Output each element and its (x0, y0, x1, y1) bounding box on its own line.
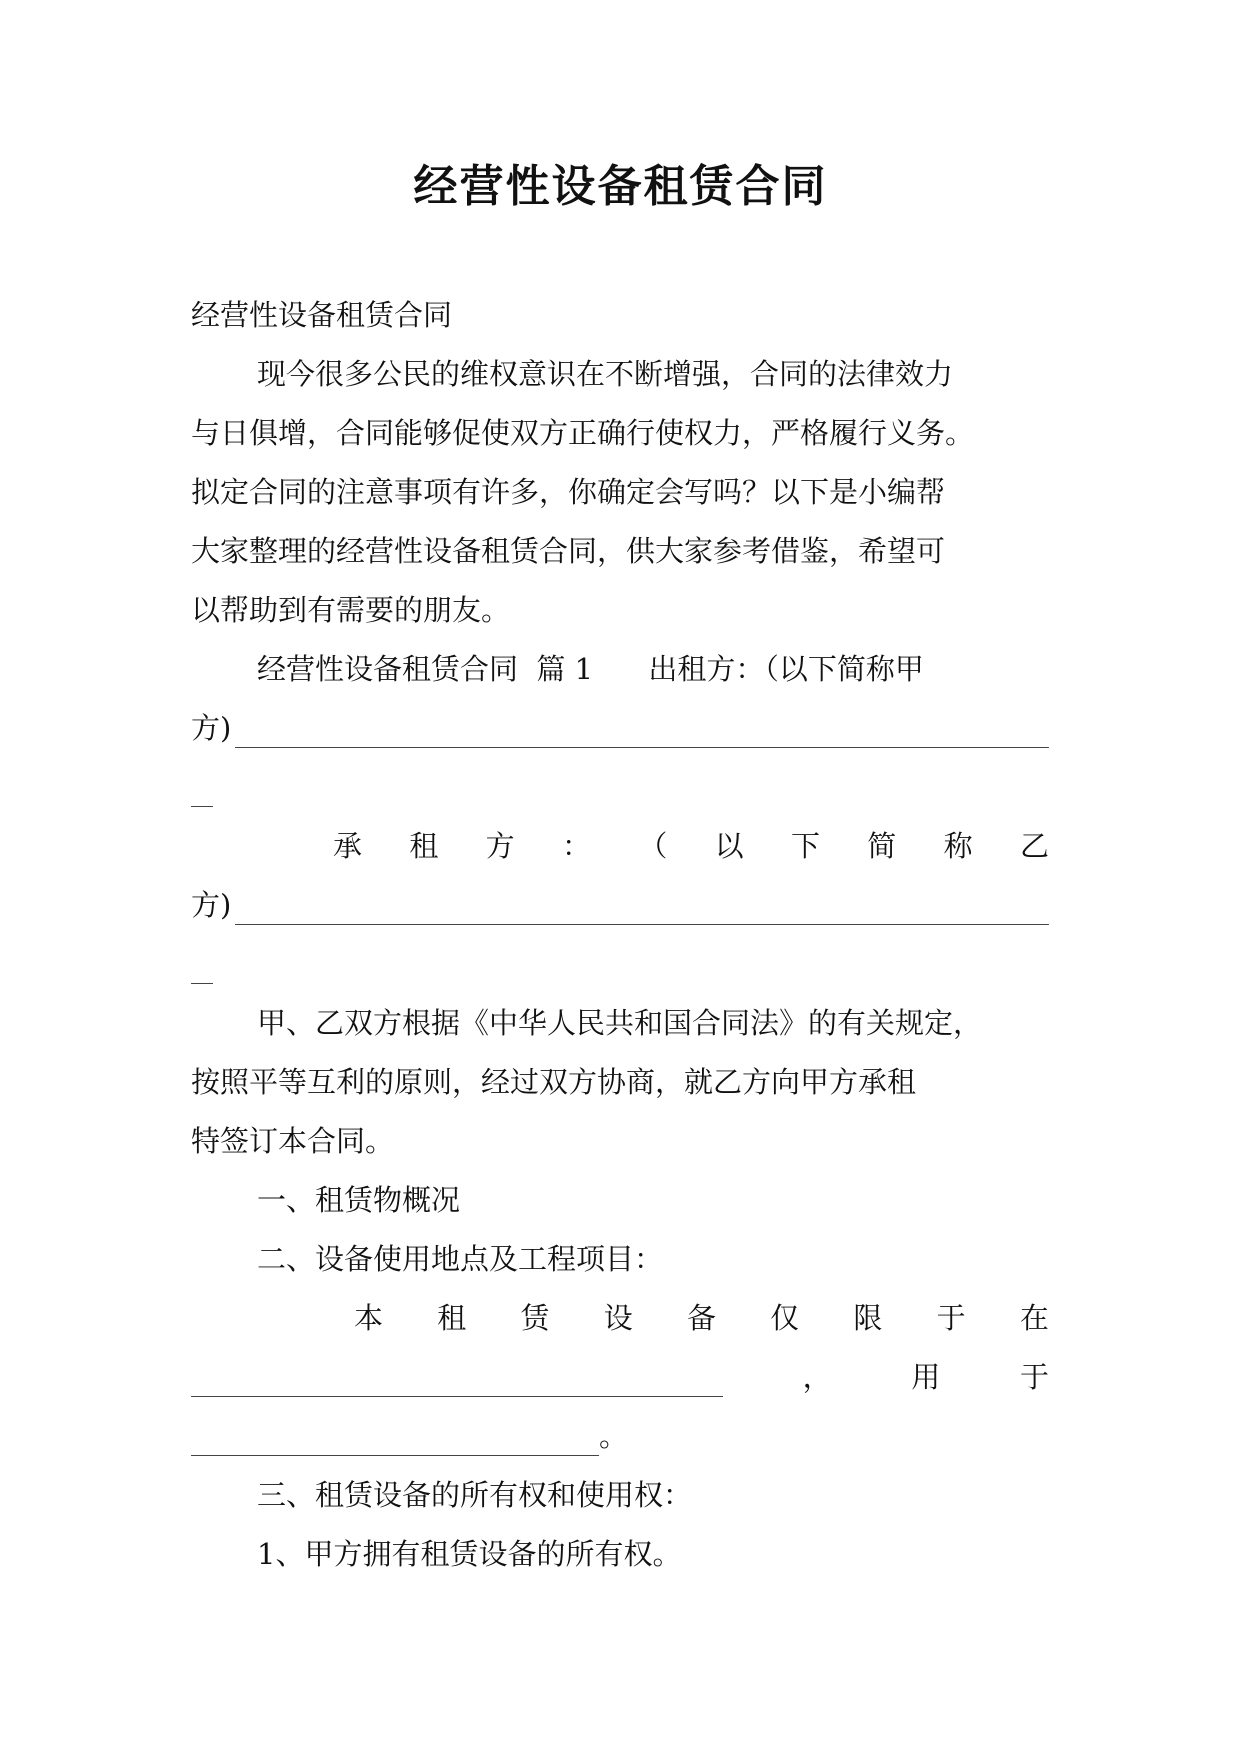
chapter-line: 经营性设备租赁合同 篇 1 出租方：（以下简称甲 (257, 652, 924, 686)
location-char: 租 (437, 1301, 467, 1335)
party-b-char: 方 (485, 829, 515, 863)
intro-line: 大家整理的经营性设备租赁合同，供大家参考借鉴，希望可 (191, 534, 946, 568)
blank-tail (191, 784, 213, 807)
section-heading-2: 二、设备使用地点及工程项目： (257, 1242, 664, 1276)
location-char: 于 (936, 1301, 966, 1335)
party-a-blank-tail (191, 758, 1049, 817)
intro-line: 现今很多公民的维权意识在不断增强，合同的法律效力 (257, 357, 954, 391)
party-b-blank (235, 902, 1049, 925)
clause-item-1: 1、甲方拥有租赁设备的所有权。 (257, 1537, 682, 1571)
location-char: 限 (853, 1301, 883, 1335)
party-b-char: 以 (714, 829, 744, 863)
party-b-char: 承 (333, 829, 363, 863)
use-line (191, 1348, 1049, 1407)
party-a-line (191, 699, 1049, 758)
use-period: 。 (599, 1419, 629, 1453)
location-line (191, 1289, 1049, 1348)
party-a-blank (235, 725, 1049, 748)
basis-line: 特签订本合同。 (191, 1124, 395, 1158)
party-b-char: ： (561, 829, 591, 863)
section-heading-1: 一、租赁物概况 (257, 1183, 461, 1217)
basis-line: 甲、乙双方根据《中华人民共和国合同法》的有关规定， (257, 1006, 983, 1040)
party-b-char: 简 (867, 829, 897, 863)
use-blank (191, 1433, 599, 1456)
party-b-name-line (191, 876, 1049, 935)
basis-line: 按照平等互利的原则，经过双方协商，就乙方向甲方承租 (191, 1065, 917, 1099)
intro-line: 拟定合同的注意事项有许多，你确定会写吗？以下是小编帮 (191, 475, 946, 509)
document-title: 经营性设备租赁合同 (413, 161, 828, 212)
party-b-char: 租 (409, 829, 439, 863)
party-b-char: 称 (943, 829, 973, 863)
blank-tail (191, 961, 213, 984)
document-body (191, 286, 1049, 1584)
intro-line: 与日俱增，合同能够促使双方正确行使权力，严格履行义务。 (191, 416, 975, 450)
use-char: 用 (911, 1360, 941, 1394)
location-char: 仅 (770, 1301, 800, 1335)
intro-line: 以帮助到有需要的朋友。 (191, 593, 511, 627)
use-comma: ， (802, 1360, 832, 1394)
use-char: 于 (1019, 1360, 1049, 1394)
section-heading-3: 三、租赁设备的所有权和使用权： (257, 1478, 693, 1512)
party-b-blank-tail (191, 935, 1049, 994)
party-b-line (191, 817, 1049, 876)
party-b-char: 下 (790, 829, 820, 863)
use-blank-line (191, 1407, 1049, 1466)
party-b-char: （ (638, 829, 668, 863)
location-char: 本 (354, 1301, 384, 1335)
location-blank (191, 1374, 723, 1397)
location-char: 设 (603, 1301, 633, 1335)
location-char: 赁 (520, 1301, 550, 1335)
subtitle: 经营性设备租赁合同 (191, 298, 453, 332)
location-char: 备 (686, 1301, 716, 1335)
party-b-prefix: 方) (191, 888, 232, 922)
party-a-prefix: 方) (191, 711, 232, 745)
location-char: 在 (1019, 1301, 1049, 1335)
party-b-char: 乙 (1019, 829, 1049, 863)
